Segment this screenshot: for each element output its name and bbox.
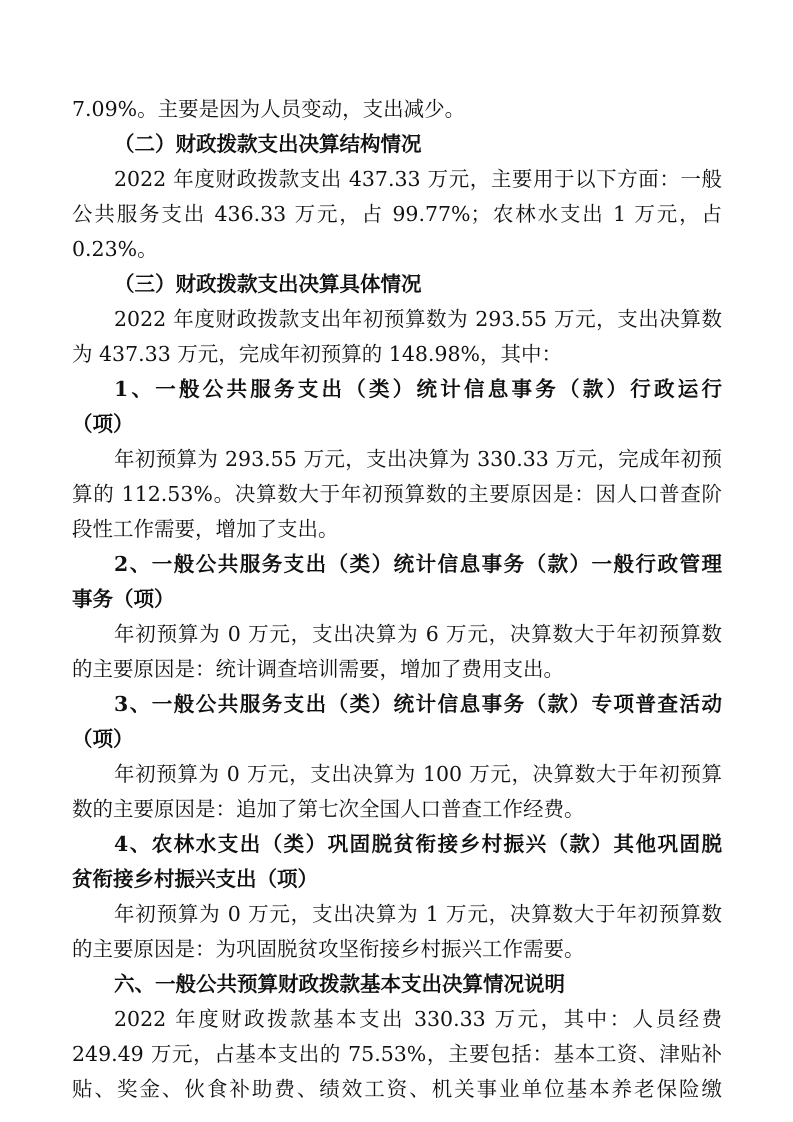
text-line: 0.23%。 xyxy=(72,237,158,261)
text-line: 7.09%。主要是因为人员变动，支出减少。 xyxy=(72,97,466,121)
item-heading: 事务（项） xyxy=(72,587,175,611)
item-heading: 2、一般公共服务支出（类）统计信息事务（款）一般行政管理 xyxy=(114,552,722,576)
text-line: 段性工作需要，增加了支出。 xyxy=(72,517,339,541)
item-heading: 1、一般公共服务支出（类）统计信息事务（款）行政运行 xyxy=(114,377,722,401)
text-line: 年初预算为 0 万元，支出决算为 1 万元，决算数大于年初预算数 xyxy=(114,902,722,926)
section-subheading: （三）财政拨款支出决算具体情况 xyxy=(114,272,422,296)
item-heading: 3、一般公共服务支出（类）统计信息事务（款）专项普查活动 xyxy=(114,692,722,716)
section-subheading: （二）财政拨款支出决算结构情况 xyxy=(114,132,422,156)
item-heading: （项） xyxy=(72,727,134,751)
text-line: 为 437.33 万元，完成年初预算的 148.98%，其中： xyxy=(72,342,562,366)
item-heading: 贫衔接乡村振兴支出（项） xyxy=(72,867,318,891)
item-heading: （项） xyxy=(72,412,134,436)
text-line: 2022 年度财政拨款支出 437.33 万元，主要用于以下方面：一般 xyxy=(114,167,722,191)
section-heading: 六、一般公共预算财政拨款基本支出决算情况说明 xyxy=(114,972,565,996)
text-line: 算的 112.53%。决算数大于年初预算数的主要原因是：因人口普查阶 xyxy=(72,482,722,506)
text-line: 数的主要原因是：追加了第七次全国人口普查工作经费。 xyxy=(72,797,585,821)
text-line: 年初预算为 0 万元，支出决算为 6 万元，决算数大于年初预算数 xyxy=(114,622,722,646)
text-line: 贴、奖金、伙食补助费、绩效工资、机关事业单位基本养老保险缴 xyxy=(72,1077,722,1101)
text-line: 的主要原因是：为巩固脱贫攻坚衔接乡村振兴工作需要。 xyxy=(72,937,585,961)
text-line: 年初预算为 0 万元，支出决算为 100 万元，决算数大于年初预算 xyxy=(114,762,722,786)
document-page xyxy=(72,92,722,1107)
text-line: 年初预算为 293.55 万元，支出决算为 330.33 万元，完成年初预 xyxy=(114,447,722,471)
text-line: 公共服务支出 436.33 万元，占 99.77%；农林水支出 1 万元，占 xyxy=(72,202,722,226)
text-line: 249.49 万元，占基本支出的 75.53%，主要包括：基本工资、津贴补 xyxy=(72,1042,722,1066)
text-line: 的主要原因是：统计调查培训需要，增加了费用支出。 xyxy=(72,657,564,681)
text-line: 2022 年度财政拨款支出年初预算数为 293.55 万元，支出决算数 xyxy=(114,307,722,331)
text-line: 2022 年度财政拨款基本支出 330.33 万元，其中：人员经费 xyxy=(114,1007,722,1031)
item-heading: 4、农林水支出（类）巩固脱贫衔接乡村振兴（款）其他巩固脱 xyxy=(114,832,722,856)
